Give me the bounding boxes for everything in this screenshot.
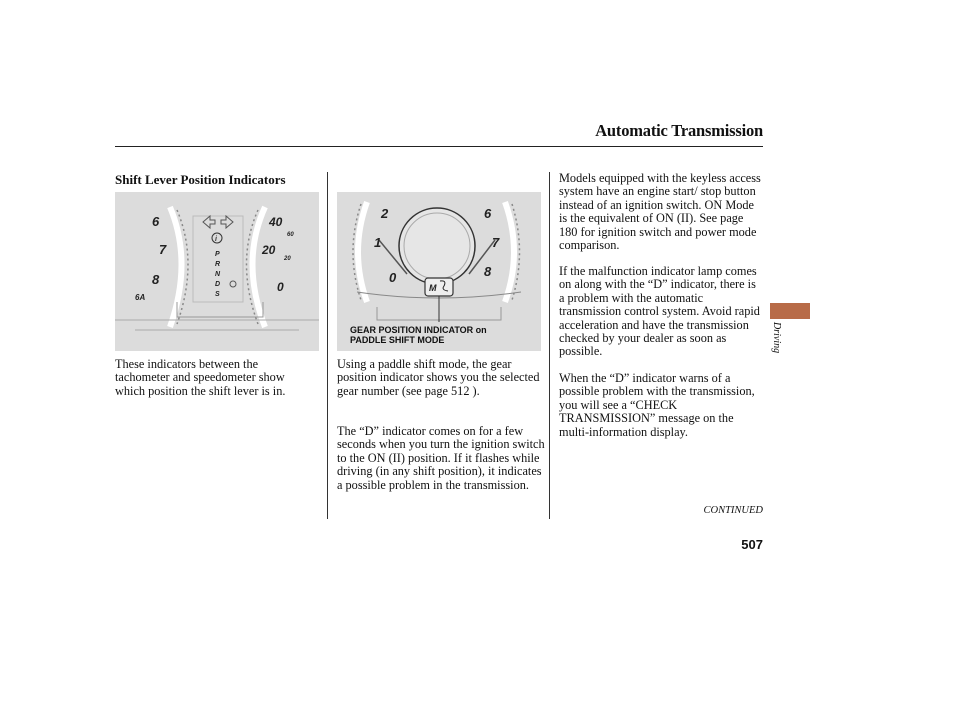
col3-para3: When the “D” indicator warns of a possible problem with the transmission, you will see a “CHECK TRANSMISSION” message on the multi-information display. (559, 371, 755, 439)
tach-small-label: 6A (135, 293, 146, 302)
svg-text:i: i (215, 236, 217, 243)
section-tab-label: Driving (771, 322, 782, 354)
page-number: 507 (741, 537, 763, 552)
gear-letter: R (215, 261, 221, 268)
speed-number: 40 (269, 215, 283, 229)
speed-number: 20 (262, 243, 276, 257)
gear-letter: P (215, 251, 220, 258)
instrument-cluster-illustration (115, 192, 319, 351)
speed-small-number: 60 (287, 232, 294, 238)
col2-para1: Using a paddle shift mode, the gear position indicator shows you the selected gear number (see page 512 ). (337, 357, 540, 398)
column-divider-1 (327, 172, 328, 519)
gear-letter: N (215, 271, 221, 278)
gear-number: 1 (374, 235, 382, 250)
col3-para2: If the malfunction indicator lamp comes on along with the “D” indicator, there is a problem with the automatic transmission control system. Avoid rapid acceleration and have the transmission checked by your dealer as soon as possible. (559, 264, 760, 359)
gear-number: 2 (381, 206, 389, 221)
page-title: Automatic Transmission (595, 121, 763, 140)
speed-small-number: 20 (284, 256, 291, 262)
continued-label: CONTINUED (703, 505, 763, 516)
gear-letter: S (215, 291, 220, 298)
header-rule (115, 146, 763, 147)
col1-body: These indicators between the tachometer and speedometer show which position the shift lever is in. (115, 357, 286, 398)
col2-para2: The “D” indicator comes on for a few seconds when you turn the ignition switch to the ON (II) position. If it flashes while driving (in any shift position), it indicates a possible problem in the transmission. (337, 424, 545, 492)
tach-number: 6 (152, 214, 160, 229)
section-heading: Shift Lever Position Indicators (115, 172, 286, 187)
paddle-shift-figure (337, 192, 541, 351)
gear-number: 8 (484, 264, 492, 279)
gear-letter: D (215, 281, 221, 288)
figure-caption-line: GEAR POSITION INDICATOR on (350, 325, 487, 335)
tach-number: 7 (159, 242, 167, 257)
col3-para1: Models equipped with the keyless access system have an engine start/ stop button instead of an ignition switch. ON Mode is the equivalent of ON (II). See page 180 for ignition switch and power mode comparison. (559, 171, 761, 253)
gear-number: 6 (484, 206, 492, 221)
gear-position-indicator-text: M (429, 283, 437, 293)
tach-number: 8 (152, 272, 160, 287)
figure-caption (350, 325, 540, 345)
gear-number: 0 (389, 270, 397, 285)
section-tab (770, 303, 810, 319)
gear-number: 7 (492, 235, 500, 250)
figure-caption-line: PADDLE SHIFT MODE (350, 335, 445, 345)
column-divider-2 (549, 172, 550, 519)
shift-indicator-figure (115, 192, 319, 351)
speed-number: 0 (277, 280, 284, 294)
